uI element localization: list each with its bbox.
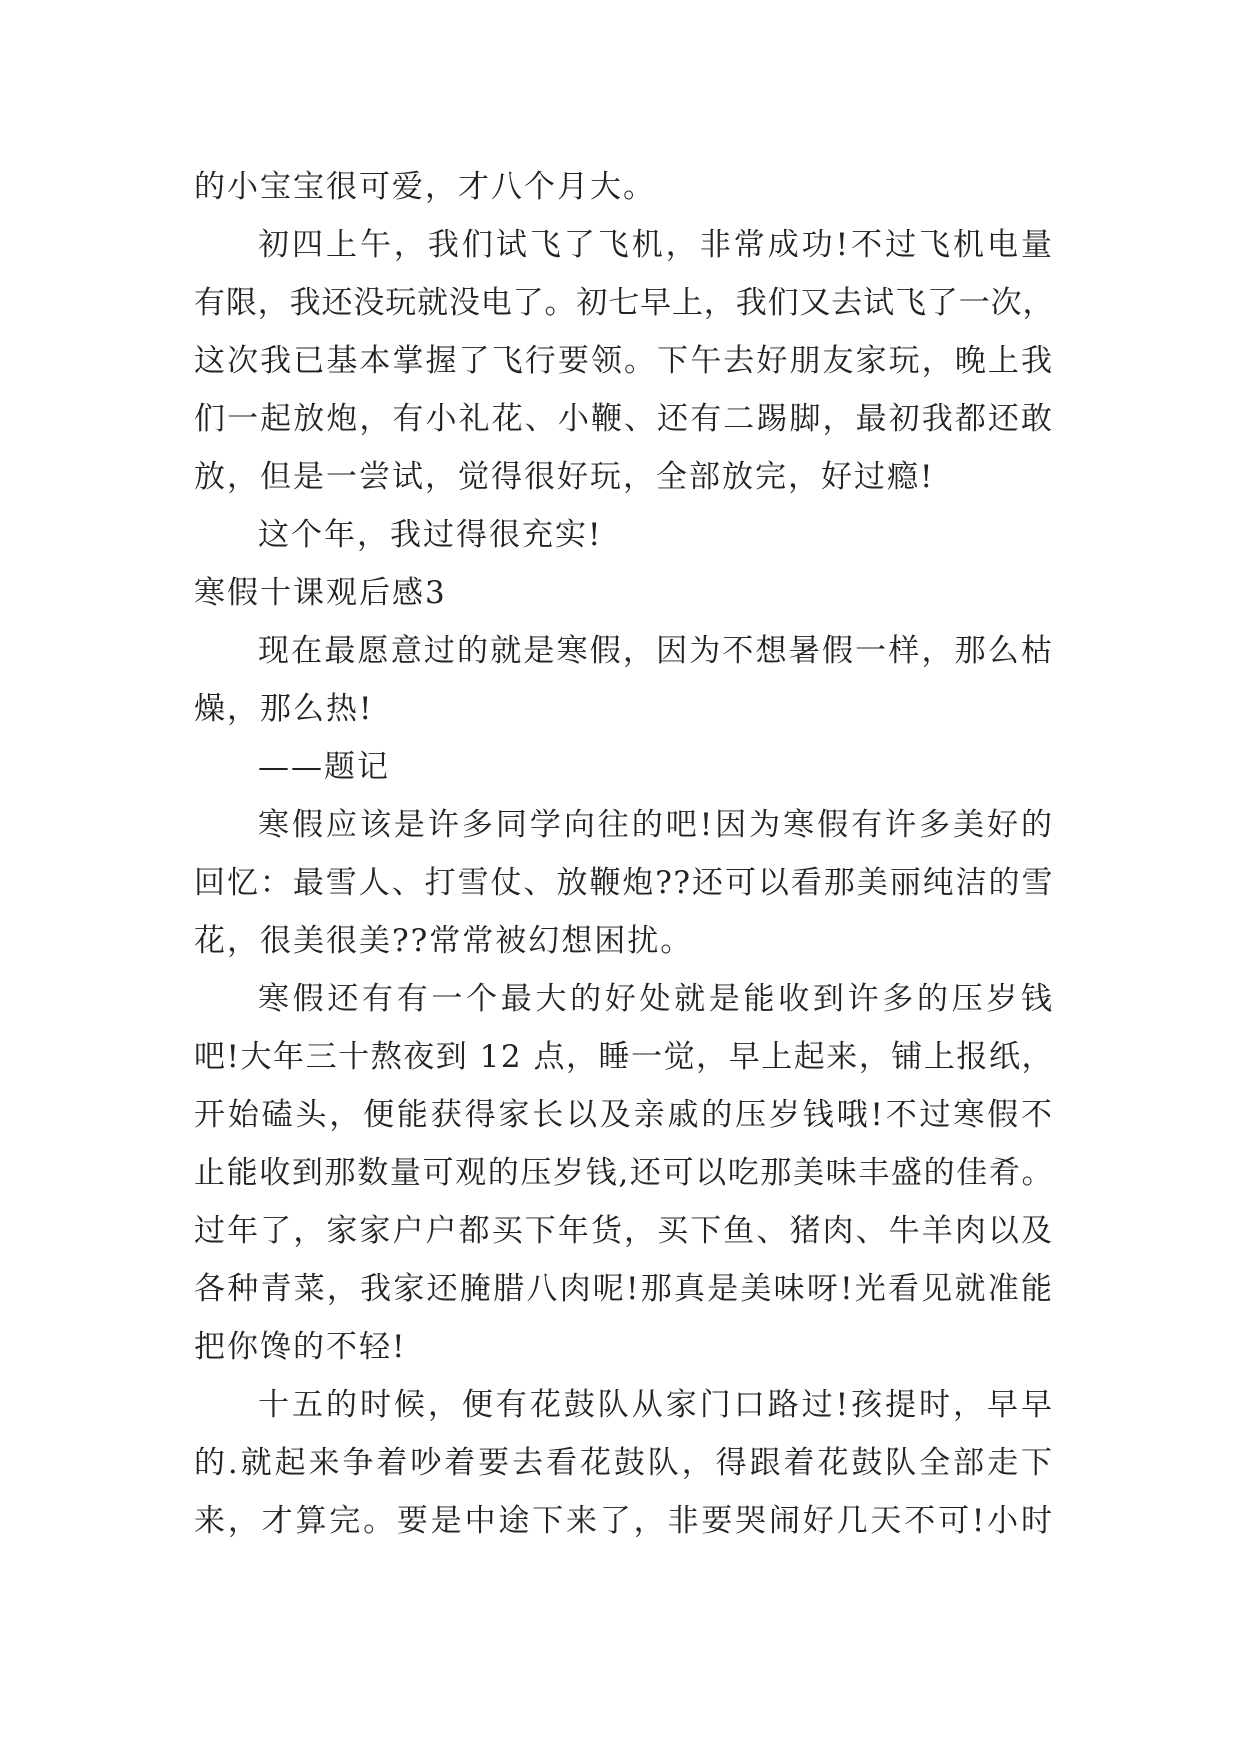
- text-line: 吧!大年三十熬夜到 12 点，睡一觉，早上起来，铺上报纸，: [194, 1039, 1054, 1075]
- text-line: 回忆：最雪人、打雪仗、放鞭炮??还可以看那美丽纯洁的雪: [194, 865, 1054, 901]
- text-line: 寒假应该是许多同学向往的吧!因为寒假有许多美好的: [258, 807, 1054, 843]
- text-line: 这个年，我过得很充实!: [258, 517, 603, 553]
- text-line: 来，才算完。要是中途下来了，非要哭闹好几天不可!小时: [194, 1503, 1054, 1539]
- text-line: 把你馋的不轻!: [194, 1329, 407, 1365]
- text-line: 过年了，家家户户都买下年货，买下鱼、猪肉、牛羊肉以及: [194, 1213, 1054, 1249]
- text-line: 初四上午，我们试飞了飞机，非常成功!不过飞机电量: [258, 227, 1054, 263]
- text-line: 有限，我还没玩就没电了。初七早上，我们又去试飞了一次，: [194, 285, 1054, 321]
- epigraph-attribution: ——题记: [258, 749, 390, 785]
- text-line: 寒假还有有一个最大的好处就是能收到许多的压岁钱: [258, 981, 1054, 1017]
- text-line: 们一起放炮，有小礼花、小鞭、还有二踢脚，最初我都还敢: [194, 401, 1054, 437]
- document-body: [194, 158, 1054, 1550]
- text-line: 现在最愿意过的就是寒假，因为不想暑假一样，那么枯: [258, 633, 1054, 669]
- text-line: 放，但是一尝试，觉得很好玩，全部放完，好过瘾!: [194, 459, 935, 495]
- text-line: 这次我已基本掌握了飞行要领。下午去好朋友家玩，晚上我: [194, 343, 1054, 379]
- text-line: 各种青菜，我家还腌腊八肉呢!那真是美味呀!光看见就准能: [194, 1271, 1054, 1307]
- text-line: 开始磕头，便能获得家长以及亲戚的压岁钱哦!不过寒假不: [194, 1097, 1054, 1133]
- text-line: 十五的时候，便有花鼓队从家门口路过!孩提时，早早: [258, 1387, 1054, 1423]
- text-line: 止能收到那数量可观的压岁钱,还可以吃那美味丰盛的佳肴。: [194, 1155, 1054, 1191]
- text-line: 花，很美很美??常常被幻想困扰。: [194, 923, 694, 959]
- section-heading: 寒假十课观后感3: [194, 575, 447, 611]
- text-line: 的.就起来争着吵着要去看花鼓队，得跟着花鼓队全部走下: [194, 1445, 1054, 1481]
- text-line: 燥，那么热!: [194, 691, 374, 727]
- text-line: 的小宝宝很可爱，才八个月大。: [194, 169, 656, 205]
